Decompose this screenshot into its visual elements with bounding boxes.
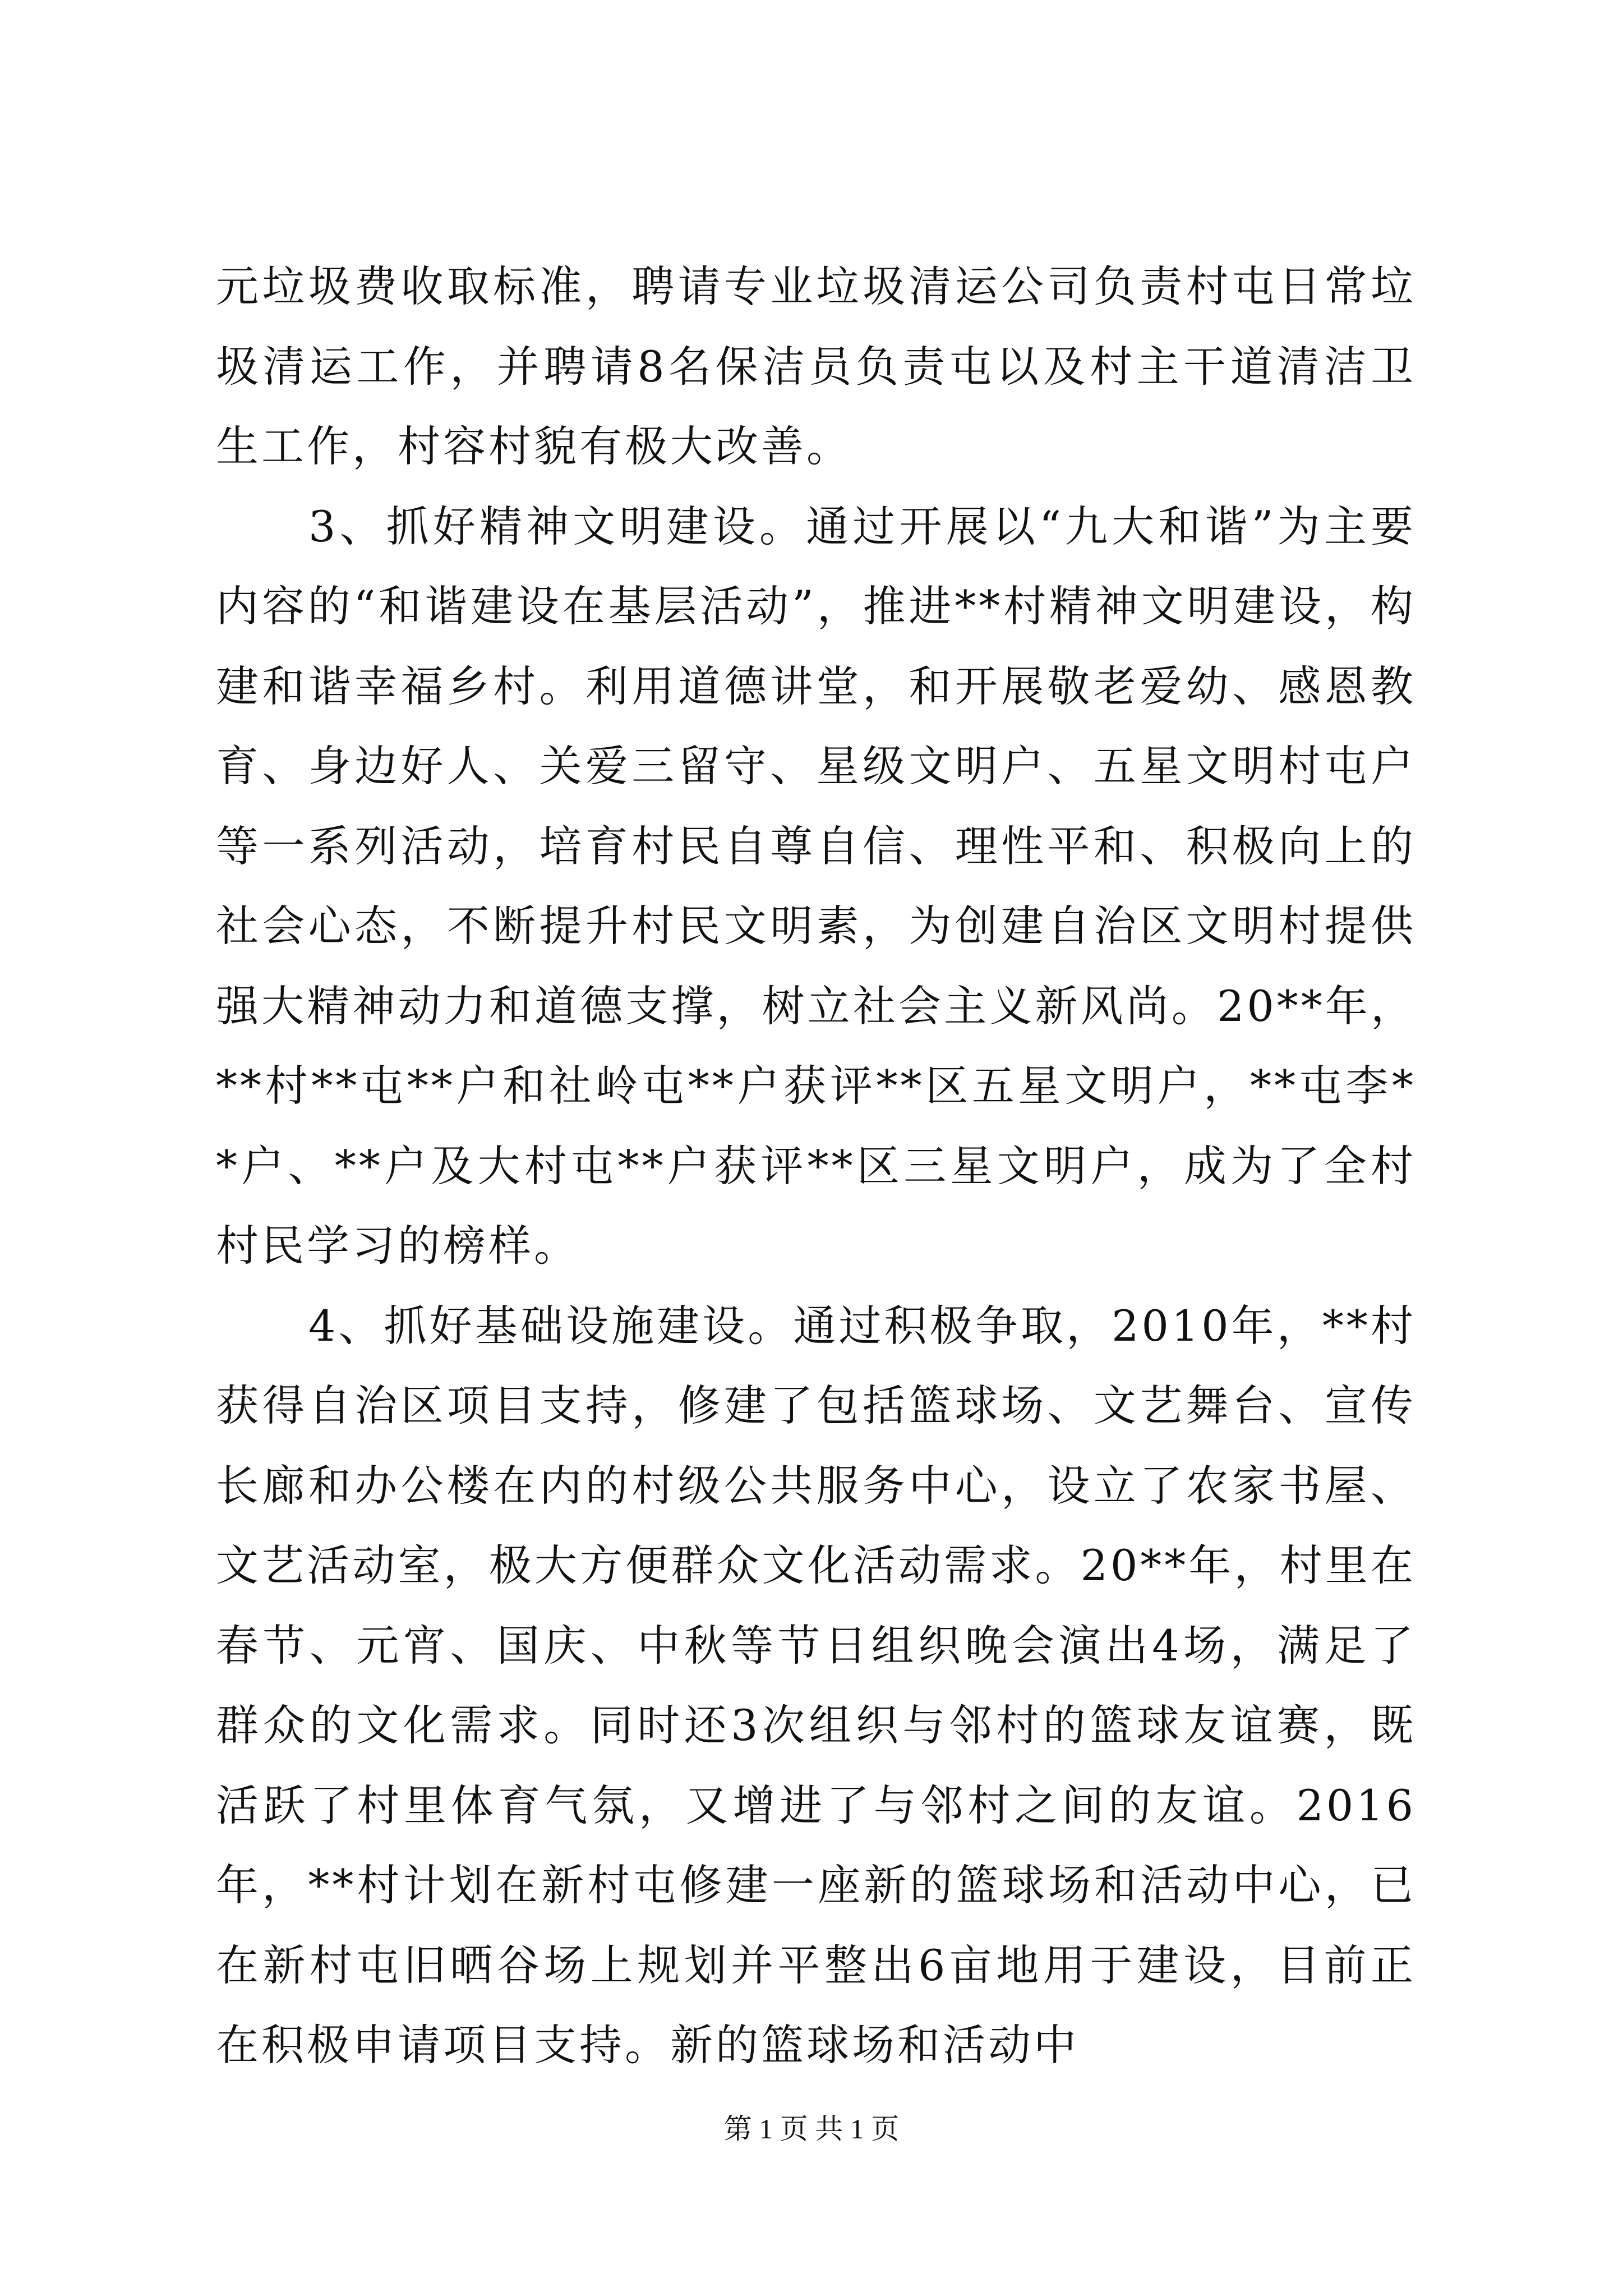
paragraph-infrastructure: 4、抓好基础设施建设。通过积极争取，2010年，**村获得自治区项目支持，修建了包括篮球场、文艺舞台、宣传长廊和办公楼在内的村级公共服务中心，设立了农家书屋、文艺活动室，极大方便群众文化活动需求。20**年，村里在春节、元宵、国庆、中秋等节日组织晚会演出4场，满足了群众的文化需求。同时还3次组织与邻村的篮球友谊赛，既活跃了村里体育气氛，又增进了与邻村之间的友谊。2016年，**村计划在新村屯修建一座新的篮球场和活动中心，已在新村屯旧晒谷场上规划并平整出6亩地用于建设，目前正在积极申请项目支持。新的篮球场和活动中 [216,1300,1416,2070]
paragraph-spiritual-civilization: 3、抓好精神文明建设。通过开展以“九大和谐”为主要内容的“和谐建设在基层活动”，推进**村精神文明建设，构建和谐幸福乡村。利用道德讲堂，和开展敬老爱幼、感恩教育、身边好人、关爱三留守、星级文明户、五星文明村屯户等一系列活动，培育村民自尊自信、理性平和、积极向上的社会心态，不断提升村民文明素，为创建自治区文明村提供强大精神动力和道德支撑，树立社会主义新风尚。20**年，**村**屯**户和社岭屯**户获评**区五星文明户，**屯李**户、**户及大村屯**户获评**区三星文明户，成为了全村村民学习的榜样。 [216,501,1416,1271]
page-footer: 第 1 页 共 1 页 [723,2113,900,2145]
document-body [216,247,1416,2086]
paragraph-sanitation: 元垃圾费收取标准，聘请专业垃圾清运公司负责村屯日常垃圾清运工作，并聘请8名保洁员负责屯以及村主干道清洁卫生工作，村容村貌有极大改善。 [216,261,1416,471]
